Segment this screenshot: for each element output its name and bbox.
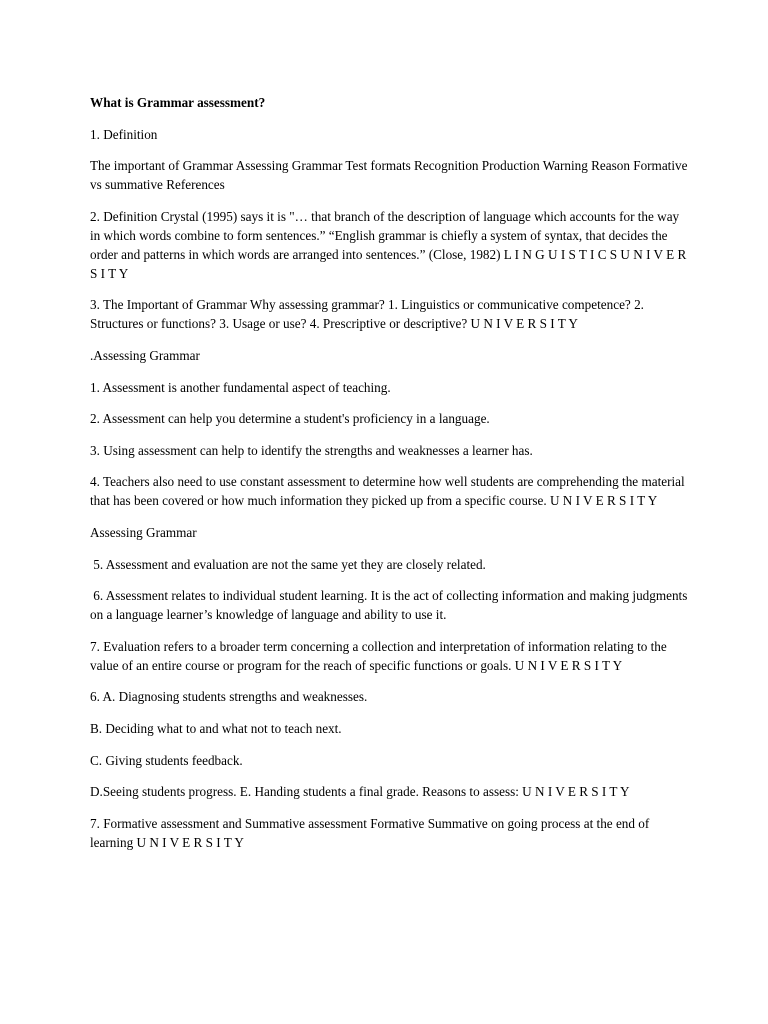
paragraph-important-of-grammar: 3. The Important of Grammar Why assessing grammar? 1. Linguistics or communicative competence? 2. Structures or functions? 3. Usage or use? 4. Prescriptive or descriptive? U N I V E R S I T Y [90,297,644,332]
paragraph-point-b: B. Deciding what to and what not to teach next. [90,720,342,736]
paragraph-point-2: 2. Assessment can help you determine a student's proficiency in a language. [90,411,490,427]
paragraph-point-4: 4. Teachers also need to use constant assessment to determine how well students are comprehending the material that has been covered or how much information they picked up from a specific course. U N I V E R S I T Y [90,474,685,509]
paragraph-point-7: 7. Evaluation refers to a broader term concerning a collection and interpretation of information relating to the value of an entire course or program for the reach of specific functions or goals. U N I V E R S I T Y [90,638,667,673]
document-title: What is Grammar assessment? [90,95,266,110]
paragraph-point-6: 6. Assessment relates to individual student learning. It is the act of collecting information and making judgments on a language learner’s knowledge of language and ability to use it. [90,588,691,623]
paragraph-point-5: 5. Assessment and evaluation are not the same yet they are closely related. [90,556,486,572]
paragraph-point-1: 1. Assessment is another fundamental aspect of teaching. [90,379,391,395]
paragraph-definition-crystal: 2. Definition Crystal (1995) says it is "… that branch of the description of language which accounts for the way in which words combine to form sentences.” “English grammar is chiefly a system of syntax, that decides the order and patterns in which words are arranged into sentences.” (Close, 1982) L I N G U I S T I C S U N I V E R S I T Y [90,208,687,281]
paragraph-point-d: D.Seeing students progress. E. Handing students a final grade. Reasons to assess: U N I V E R S I T Y [90,784,630,800]
paragraph-assessing-grammar-heading: .Assessing Grammar [90,347,200,363]
paragraph-assessing-grammar-heading-2: Assessing Grammar [90,524,197,540]
paragraph-point-3: 3. Using assessment can help to identify the strengths and weaknesses a learner has. [90,442,533,458]
document-page [90,93,690,864]
paragraph-point-6a: 6. A. Diagnosing students strengths and weaknesses. [90,689,368,705]
paragraph-point-c: C. Giving students feedback. [90,752,243,768]
paragraph-formative-summative: 7. Formative assessment and Summative assessment Formative Summative on going process at the end of learning U N I V E R S I T Y [90,815,650,850]
paragraph-outline: The important of Grammar Assessing Grammar Test formats Recognition Production Warning Reason Formative vs summative References [90,158,688,193]
paragraph-definition-heading: 1. Definition [90,126,158,142]
